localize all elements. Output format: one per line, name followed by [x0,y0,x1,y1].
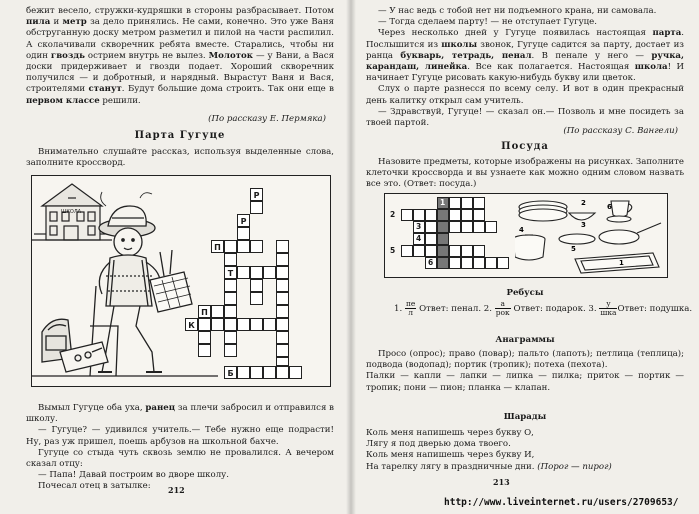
story-continuation: — У нас ведь с тобой нет ни подъемного крана, ни самовала. — Тогда сделаем парту! — не отступает Гугуце. Через несколько дней у Гугуце появилась настоящая парта. Послышится из школы звонок, Гугуце садится за парту, достает из ранца букварь, тетрадь, пенал. В пенале у него — ручка, карандаш, линейка. Все как полагается. Настоящая школа! И начинает Гугуце рисовать какую-нибудь букву или цветок. Слух о парте разнесся по всему селу. И вот в один прекрасный день калитку открыл сам учитель. — Здравствуй, Гугуце! — сказал он.— Позволь и мне посидеть за твоей партой. [366,6,685,129]
anagram-title: Анаграммы [495,335,555,345]
rebus-fraction: $\frac{а}{\text{рок}}$ [495,299,510,317]
crossword-cell[interactable]: Б [224,366,237,379]
school-sign: ШКОЛА [61,209,82,215]
crossword-cell[interactable] [425,245,437,257]
crossword-cell[interactable] [449,197,461,209]
crossword-cell[interactable] [437,221,449,233]
crossword-cell[interactable] [276,366,289,379]
crossword-cell[interactable] [276,279,289,292]
crossword-cell[interactable] [401,209,413,221]
crossword-cell[interactable] [497,257,509,269]
section-title-posuda: Посуда [501,141,549,152]
crossword-cell[interactable] [425,209,437,221]
crossword-illustration-box [31,175,331,387]
clue-number: 1 [440,198,446,207]
crossword-cell[interactable] [263,318,276,331]
story-paragraphs: Вымыл Гугуце оба уха, ранец за плечи забросил и отправился в школу. — Гугуце? — удивился учитель.— Тебе нужно еще подрасти! Ну, раз уж пришел, поешь арбузов на школьной бахче. Гугуце со стыда чуть сквозь землю не провалился. А вечером сказал отцу: — Папа! Давай построим во дворе школу. Почесал отец в затылке: [26,403,334,492]
book-gutter [346,0,356,514]
rebus-line: 1. $\frac{пе}{л}$ Ответ: пенал. 2. $\frac{а}{\text{рок}}$ Ответ: подарок. 3. $\frac{у}{\text{шка}}$ Ответ: подушка. [394,299,693,317]
anagram-list: Просо (опрос); право (повар); пальто (лапоть); петлица (теплица); подвода (водопад); портик (тропик); потеха (пехота). Палки — капли — лапки — липка — пилка; приток — портик — тропик; пони — пион; планка — клапан. [366,349,684,393]
posuda-crossword-box [384,193,668,278]
charade-verse: Коль меня напишешь через букву О, Лягу я под дверью дома твоего. Коль меня напишешь через букву И, На тарелку лягу в праздничные дни. (Порог — пирог) [366,428,612,472]
charade-answer: (Порог — пирог) [537,461,612,472]
crossword-cell[interactable] [250,366,263,379]
rebus-title: Ребусы [506,288,544,298]
crossword-cell[interactable]: Р [237,214,250,227]
crossword-cell[interactable] [198,331,211,344]
dish-number: 6 [607,203,612,211]
clue-number: 5 [390,246,396,255]
clue-number: 3 [416,222,422,231]
crossword-cell[interactable] [237,266,250,279]
rebus-fraction: $\frac{у}{\text{шка}}$ [600,299,617,317]
crossword-cell[interactable] [250,266,263,279]
crossword-cell[interactable] [401,245,413,257]
crossword-cell[interactable] [276,318,289,331]
clue-number: 6 [428,258,434,267]
crossword-cell[interactable] [224,292,237,305]
dish-number: 1 [619,259,624,267]
crossword-cell[interactable] [276,253,289,266]
crossword-cell[interactable] [250,292,263,305]
crossword-cell[interactable] [250,240,263,253]
crossword-cell[interactable] [250,318,263,331]
crossword-cell[interactable] [485,221,497,233]
crossword-cell[interactable] [473,221,485,233]
crossword-cell[interactable] [198,318,211,331]
page-number-right: 213 [493,477,510,487]
crossword-cell[interactable] [461,245,473,257]
intro-paragraph: бежит весело, стружки-кудряшки в стороны разбрасывает. Потом пила и метр за дело принялись. Не сами, конечно. Это уже Ваня обструганную доску метром разметил и пилой на части распилил. А сколачивали скворечник ребята вместе. Старались, чтобы ни один гвоздь острием внутрь не вылез. Молоток — у Вани, а Вася доски придерживает и гвозди подает. Хороший скворечник получился — и добротный, и нарядный. Вырастут Ваня и Вася, строителями станут. Будут большие дома строить. Так они еще в первом классе решили. [26,6,334,106]
crossword-cell[interactable] [198,344,211,357]
crossword-cell[interactable] [224,344,237,357]
crossword-cell[interactable] [437,209,449,221]
crossword-cell[interactable] [276,344,289,357]
crossword-cell[interactable]: П [198,305,211,318]
dish-number: 4 [519,226,524,234]
crossword-cell[interactable] [276,305,289,318]
crossword-cell[interactable] [263,266,276,279]
crossword-cell[interactable] [224,318,237,331]
crossword-cell[interactable] [276,266,289,279]
crossword-cell[interactable]: П [211,240,224,253]
crossword-cell[interactable] [413,209,425,221]
crossword-cell[interactable] [449,221,461,233]
crossword-cell[interactable] [425,233,437,245]
crossword-cell[interactable] [250,201,263,214]
crossword-cell[interactable] [449,257,461,269]
dishes-illustration [515,195,665,275]
crossword-cell[interactable]: К [185,318,198,331]
crossword-cell[interactable] [461,221,473,233]
crossword-cell[interactable] [263,366,276,379]
crossword-cell[interactable] [461,257,473,269]
crossword-cell[interactable] [224,240,237,253]
posuda-task: Назовите предметы, которые изображены на рисунках. Заполните клеточки кроссворда и вы узнаете как можно одним словом назвать все это. (Ответ: посуда.) [366,157,684,190]
crossword-cell[interactable]: Т [224,266,237,279]
crossword-cell[interactable] [485,257,497,269]
crossword-cell[interactable] [449,209,461,221]
crossword-cell[interactable] [237,318,250,331]
crossword-cell[interactable] [413,245,425,257]
charade-title: Шарады [503,412,547,422]
crossword-cell[interactable] [276,240,289,253]
source-permyak: (По рассказу Е. Пермяка) [208,114,326,124]
crossword-cell[interactable] [224,331,237,344]
crossword-cell[interactable] [276,357,289,366]
crossword-cell[interactable] [237,227,250,240]
crossword-cell[interactable] [437,257,449,269]
crossword-cell[interactable]: Р [250,188,263,201]
clue-number: 4 [416,234,422,243]
crossword-cell[interactable] [461,209,473,221]
crossword-cell[interactable] [224,305,237,318]
crossword-cell[interactable] [289,366,302,379]
dish-number: 2 [581,199,586,207]
dish-number: 5 [571,245,576,253]
crossword-cell[interactable] [437,233,449,245]
crossword-cell[interactable] [237,240,250,253]
crossword-cell[interactable] [473,257,485,269]
crossword-task: Внимательно слушайте рассказ, используя выделенные слова, заполните кроссворд. [26,147,334,169]
crossword-grid-parta [32,176,330,386]
crossword-cell[interactable] [224,279,237,292]
crossword-cell[interactable] [461,197,473,209]
crossword-cell[interactable] [449,245,461,257]
crossword-cell[interactable] [437,245,449,257]
watermark-url: http://www.liveinternet.ru/users/2709653/ [444,497,679,508]
source-vangeli: (По рассказу С. Вангели) [563,126,678,136]
page-number-left: 212 [168,485,185,495]
crossword-cell[interactable] [276,292,289,305]
crossword-cell[interactable] [425,221,437,233]
section-title-parta: Парта Гугуце [134,130,226,141]
dish-number: 3 [581,221,586,229]
right-page [352,0,699,514]
clue-number: 2 [390,210,396,219]
crossword-cell[interactable] [276,331,289,344]
crossword-cell[interactable] [473,197,485,209]
crossword-cell[interactable] [473,209,485,221]
crossword-cell[interactable] [250,279,263,292]
rebus-fraction: $\frac{пе}{л}$ [405,299,416,317]
crossword-cell[interactable] [211,318,224,331]
crossword-cell[interactable] [224,253,237,266]
crossword-cell[interactable] [473,245,485,257]
crossword-cell[interactable] [211,305,224,318]
crossword-cell[interactable] [237,366,250,379]
